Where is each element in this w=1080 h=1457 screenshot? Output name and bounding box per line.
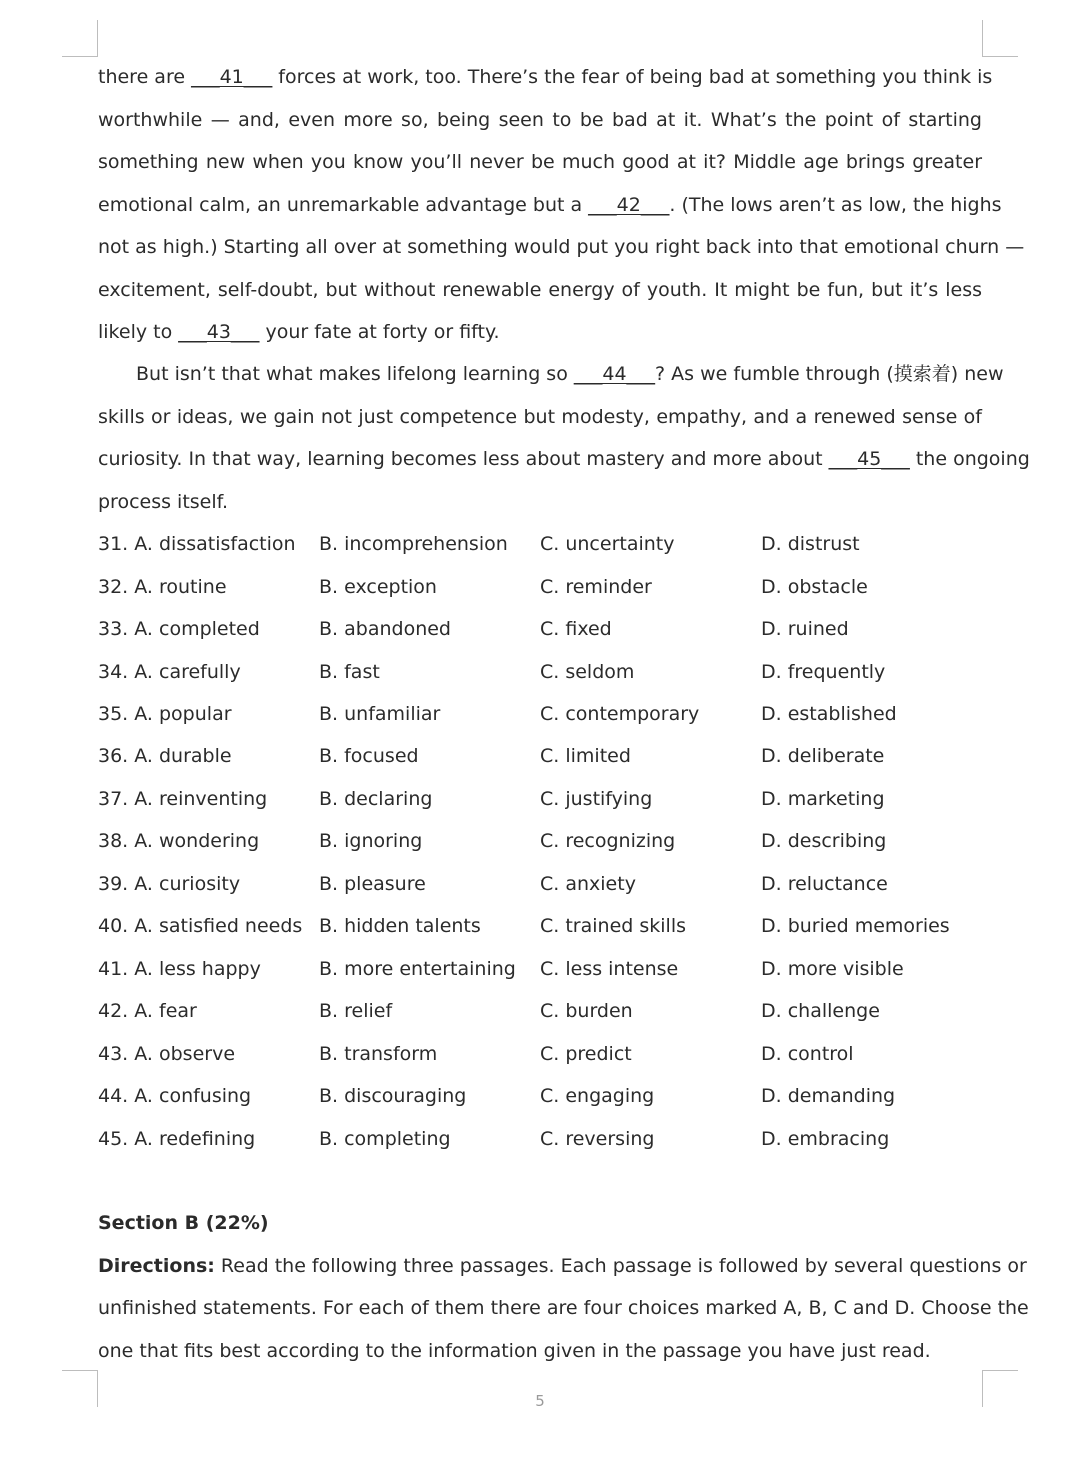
option-b: B. more entertaining — [319, 958, 516, 980]
passage-line: not as high.) Starting all over at something would put you right back into that emotional churn — — [98, 236, 1025, 258]
option-a: 36. A. durable — [98, 745, 232, 767]
option-a: 40. A. satisfied needs — [98, 915, 303, 937]
option-b: B. hidden talents — [319, 915, 481, 937]
option-d: D. ruined — [761, 618, 849, 640]
option-a: 42. A. fear — [98, 1000, 197, 1022]
blank-42: ___42___ — [588, 194, 670, 216]
option-c: C. fixed — [540, 618, 612, 640]
option-d: D. control — [761, 1043, 854, 1065]
option-d: D. reluctance — [761, 873, 888, 895]
option-b: B. completing — [319, 1128, 451, 1150]
option-b: B. unfamiliar — [319, 703, 441, 725]
option-d: D. frequently — [761, 661, 886, 683]
passage-line: curiosity. In that way, learning becomes less about mastery and more about ___45___ the ongoing — [98, 448, 1030, 470]
option-b: B. fast — [319, 661, 380, 683]
option-b: B. abandoned — [319, 618, 451, 640]
option-b: B. ignoring — [319, 830, 423, 852]
option-c: C. predict — [540, 1043, 632, 1065]
crop-mark-bottom-left-h — [62, 1370, 98, 1371]
passage-line: But isn’t that what makes lifelong learning so ___44___? As we fumble through (摸索着) new — [136, 363, 1004, 385]
passage-line: there are ___41___ forces at work, too. There’s the fear of being bad at something you think is — [98, 66, 993, 88]
passage-line: emotional calm, an unremarkable advantage but a ___42___. (The lows aren’t as low, the highs — [98, 194, 1002, 216]
option-c: C. anxiety — [540, 873, 636, 895]
option-b: B. incomprehension — [319, 533, 508, 555]
option-d: D. demanding — [761, 1085, 896, 1107]
option-c: C. trained skills — [540, 915, 686, 937]
passage-line: skills or ideas, we gain not just competence but modesty, empathy, and a renewed sense of — [98, 406, 982, 428]
option-a: 44. A. confusing — [98, 1085, 252, 1107]
blank-41: ___41___ — [191, 66, 273, 88]
crop-mark-top-left-h — [62, 56, 98, 57]
option-d: D. established — [761, 703, 897, 725]
option-d: D. embracing — [761, 1128, 890, 1150]
option-b: B. relief — [319, 1000, 393, 1022]
option-b: B. discouraging — [319, 1085, 467, 1107]
option-c: C. recognizing — [540, 830, 676, 852]
option-c: C. less intense — [540, 958, 679, 980]
passage-line: likely to ___43___ your fate at forty or fifty. — [98, 321, 500, 343]
crop-mark-bottom-right-h — [982, 1370, 1018, 1371]
directions-line: Directions: Read the following three passages. Each passage is followed by several questions or — [98, 1255, 1027, 1277]
option-a: 39. A. curiosity — [98, 873, 241, 895]
passage-line: process itself. — [98, 491, 228, 513]
passage-line: something new when you know you’ll never be much good at it? Middle age brings greater — [98, 151, 982, 173]
option-c: C. contemporary — [540, 703, 700, 725]
section-title: Section B (22%) — [98, 1212, 269, 1234]
blank-45: ___45___ — [828, 448, 910, 470]
option-b: B. focused — [319, 745, 419, 767]
crop-mark-top-right-h — [982, 56, 1018, 57]
passage-line: worthwhile — and, even more so, being seen to be bad at it. What’s the point of starting — [98, 109, 982, 131]
option-d: D. buried memories — [761, 915, 950, 937]
option-b: B. transform — [319, 1043, 438, 1065]
option-a: 34. A. carefully — [98, 661, 241, 683]
option-b: B. pleasure — [319, 873, 426, 895]
option-a: 41. A. less happy — [98, 958, 261, 980]
option-c: C. reminder — [540, 576, 652, 598]
directions-line: one that fits best according to the information given in the passage you have just read. — [98, 1340, 931, 1362]
option-a: 38. A. wondering — [98, 830, 260, 852]
option-c: C. justifying — [540, 788, 653, 810]
option-a: 32. A. routine — [98, 576, 227, 598]
option-a: 33. A. completed — [98, 618, 260, 640]
directions-label: Directions: — [98, 1255, 215, 1277]
option-a: 45. A. redefining — [98, 1128, 256, 1150]
option-c: C. reversing — [540, 1128, 655, 1150]
option-d: D. describing — [761, 830, 887, 852]
directions-line: unfinished statements. For each of them there are four choices marked A, B, C and D. Choose the — [98, 1297, 1029, 1319]
option-c: C. engaging — [540, 1085, 655, 1107]
crop-mark-top-left-v — [97, 20, 98, 57]
option-c: C. uncertainty — [540, 533, 675, 555]
option-b: B. exception — [319, 576, 437, 598]
option-d: D. marketing — [761, 788, 885, 810]
passage-line: excitement, self-doubt, but without renewable energy of youth. It might be fun, but it’s less — [98, 279, 982, 301]
option-d: D. obstacle — [761, 576, 868, 598]
blank-43: ___43___ — [178, 321, 260, 343]
option-c: C. burden — [540, 1000, 633, 1022]
option-c: C. seldom — [540, 661, 635, 683]
option-d: D. distrust — [761, 533, 860, 555]
blank-44: ___44___ — [573, 363, 656, 385]
option-b: B. declaring — [319, 788, 433, 810]
option-d: D. more visible — [761, 958, 904, 980]
option-c: C. limited — [540, 745, 631, 767]
option-a: 37. A. reinventing — [98, 788, 268, 810]
option-a: 35. A. popular — [98, 703, 232, 725]
option-a: 43. A. observe — [98, 1043, 236, 1065]
option-d: D. challenge — [761, 1000, 880, 1022]
crop-mark-top-right-v — [982, 20, 983, 57]
option-d: D. deliberate — [761, 745, 885, 767]
page-number: 5 — [535, 1392, 545, 1410]
option-a: 31. A. dissatisfaction — [98, 533, 296, 555]
